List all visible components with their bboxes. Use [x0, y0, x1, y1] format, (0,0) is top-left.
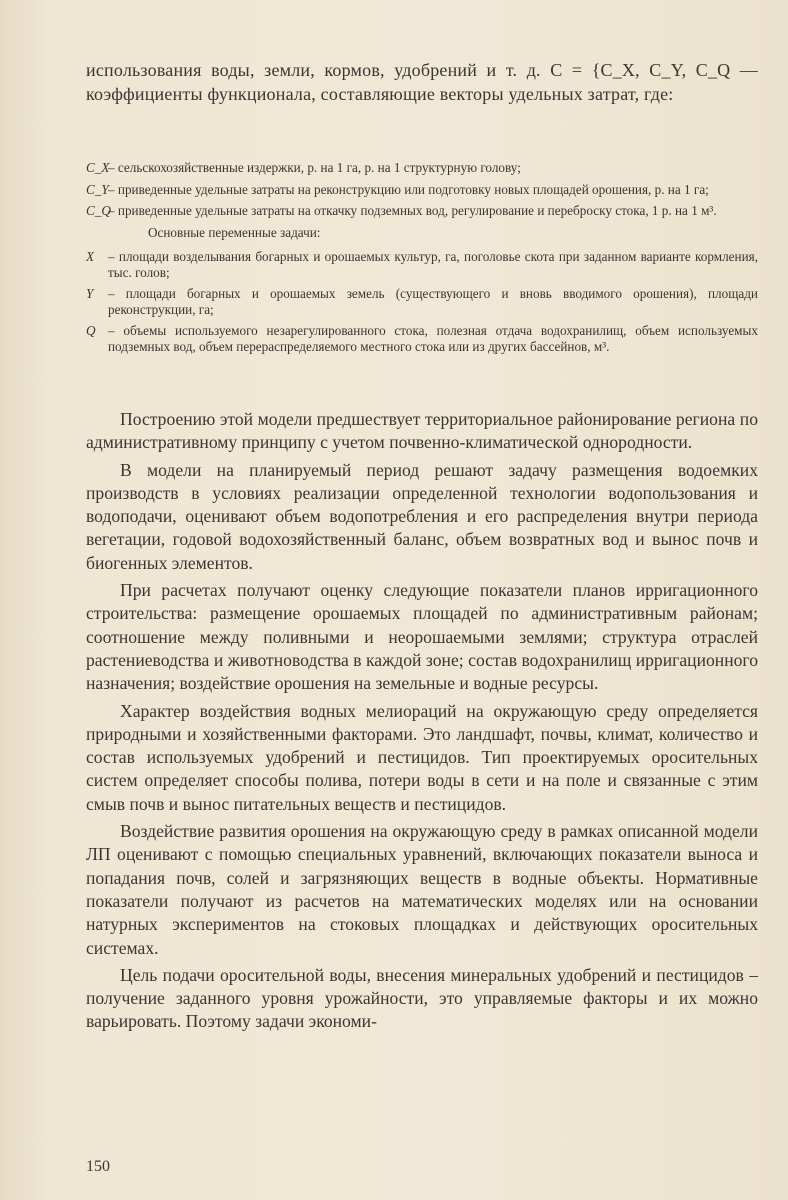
body-paragraph: В модели на планируемый период решают задачу размещения водоемких производств в условиях реализации определенной технологии водопользования и водоподачи, оценивают объем водопотребления и его распределения внутри периода вегетации, годовой водохозяйственный баланс, объем возвратных вод и вынос почв и биогенных элементов. [86, 459, 758, 573]
definition-text: – объемы используемого незарегулированного стока, полезная отдача водохранилищ, объем используемых подземных вод, объем перераспределяемого местного стока или из других бассейнов, м³. [108, 323, 758, 354]
variables-heading: Основные переменные задачи: [148, 224, 321, 240]
page-number: 150 [86, 1158, 110, 1175]
definition-symbol: Q [86, 323, 96, 338]
cost-definition [86, 182, 758, 198]
variable-definition [86, 323, 758, 354]
body-paragraph: Воздействие развития орошения на окружающую среду в рамках описанной модели ЛП оценивают с помощью специальных уравнений, включающих показатели выноса и попадания почв, солей и загрязняющих веществ в водные объекты. Нормативные показатели получают из расчетов на математических моделях или на основании натурных экспериментов на стоковых площадках и действующих оросительных системах. [86, 821, 758, 958]
intro-block [86, 58, 758, 106]
body-paragraph: Построению этой модели предшествует территориальное районирование региона по административному принципу с учетом почвенно-климатической однородности. [86, 409, 758, 453]
definition-text: – площади богарных и орошаемых земель (существующего и вновь вводимого орошения), площади реконструкции, га; [108, 286, 758, 317]
definition-text: – сельскохозяйственные издержки, р. на 1 га, р. на 1 структурную голову; [108, 160, 521, 175]
body-paragraph: Характер воздействия водных мелиораций на окружающую среду определяется природными и хозяйственными факторами. Это ландшафт, почвы, климат, количество и состав используемых удобрений и пестицидов. Тип проектируемых оросительных систем определяет способы полива, потери воды в сети и на поле и связанные с этим смыв почв и вынос питательных веществ и пестицидов. [86, 700, 758, 814]
variable-definition [86, 249, 758, 280]
definition-text: – приведенные удельные затраты на откачку подземных вод, регулирование и переброску стока, 1 р. на 1 м³. [108, 203, 717, 218]
body-text [86, 408, 758, 1038]
definition-symbol: C_Q [86, 203, 111, 218]
definition-symbol: C_X [86, 160, 110, 175]
cost-definition [86, 160, 758, 176]
cost-definition [86, 203, 758, 219]
variable-definition [86, 286, 758, 317]
definition-symbol: X [86, 249, 95, 264]
definitions-block [86, 160, 758, 360]
definition-symbol: C_Y [86, 181, 109, 197]
definition-text: – приведенные удельные затраты на реконструкцию или подготовку новых площадей орошения, р. на 1 га; [108, 181, 709, 197]
body-paragraph: Цель подачи оросительной воды, внесения минеральных удобрений и пестицидов – получение заданного уровня урожайности, это управляемые факторы и их можно варьировать. Поэтому задачи экономи- [86, 964, 758, 1032]
definition-text: – площади возделывания богарных и орошаемых культур, га, поголовье скота при заданном варианте кормления, тыс. голов; [108, 249, 758, 280]
definition-symbol: Y [86, 286, 94, 301]
body-paragraph: При расчетах получают оценку следующие показатели планов ирригационного строительства: размещение орошаемых площадей по административным районам; соотношение между поливными и неорошаемыми землями; структура отраслей растениеводства и животноводства в каждой зоне; состав водохранилищ ирригационного назначения; воздействие орошения на земельные и водные ресурсы. [86, 580, 758, 694]
intro-paragraph: использования воды, земли, кормов, удобрений и т. д. C = {C_X, C_Y, C_Q — коэффициенты функционала, составляющие векторы удельных затрат, где: [86, 60, 758, 104]
